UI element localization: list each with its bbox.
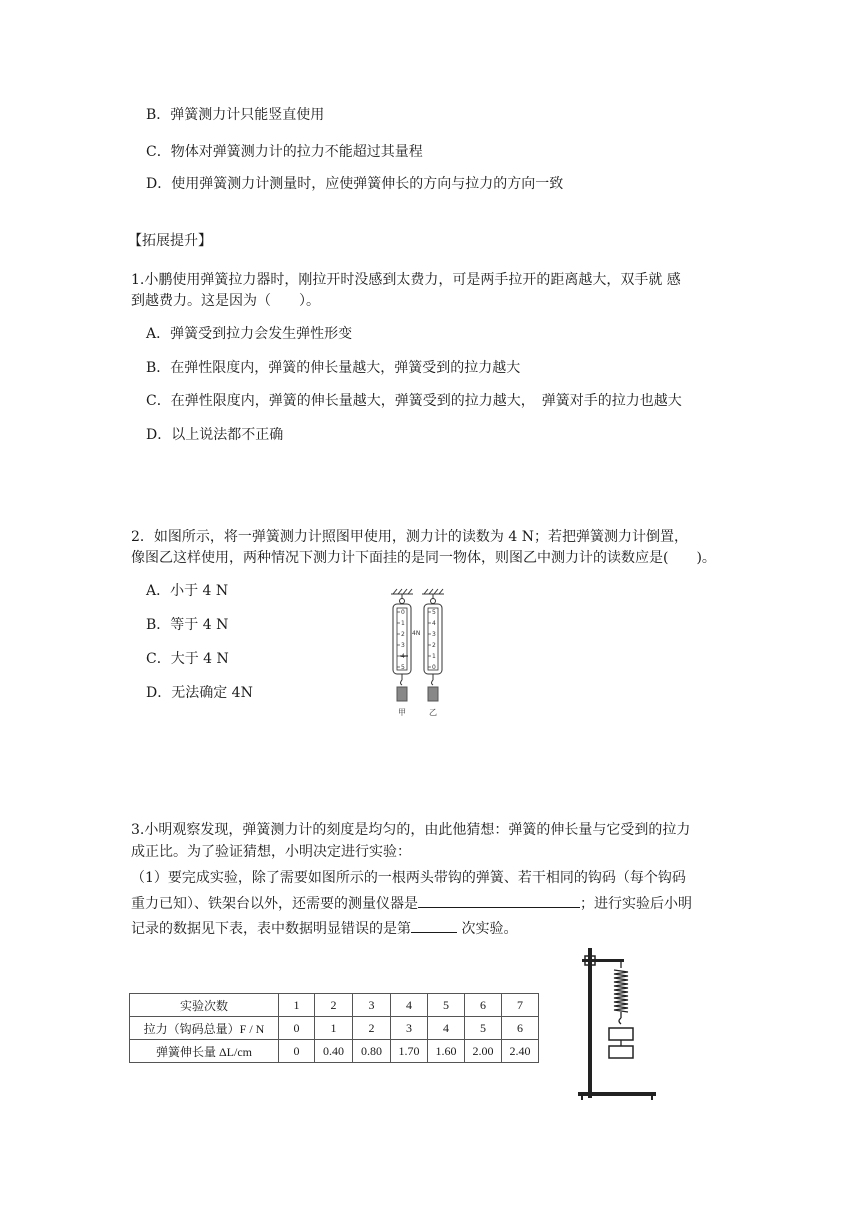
table-cell: 1.60 — [428, 1040, 465, 1063]
q2-option-d: D．无法确定 4N — [146, 685, 253, 701]
q3-sub1-line3a: 记录的数据见下表，表中数据明显错误的是第 — [131, 921, 411, 937]
tick-label-yi: 1 — [432, 653, 436, 660]
tick-label-yi: 4 — [432, 620, 436, 627]
tick-label-yi: 5 — [432, 609, 436, 616]
table-cell: 3 — [353, 994, 391, 1017]
table-cell: 0.80 — [353, 1040, 391, 1063]
prev-option-c: C．物体对弹簧测力计的拉力不能超过其量程 — [146, 144, 423, 160]
table-cell: 2 — [315, 994, 353, 1017]
tick-label-yi: 2 — [432, 642, 436, 649]
stand-rod — [588, 948, 592, 1098]
stand-arm — [582, 959, 624, 962]
table-row — [130, 1040, 539, 1063]
q1-stem-line2: 到越费力。这是因为（ ）。 — [131, 293, 320, 309]
q3-sub1-line2 — [131, 893, 692, 914]
table-cell: 0.40 — [315, 1040, 353, 1063]
ceiling-hatch-jia — [391, 589, 413, 594]
q3-stem-line2: 成正比。为了验证猜想，小明决定进行实验： — [131, 844, 411, 860]
q2-stem-line1: 2．如图所示，将一弹簧测力计照图甲使用，测力计的读数为 4 N；若把弹簧测力计倒置， — [131, 529, 688, 545]
tick-label-yi: 3 — [432, 631, 436, 638]
iron-stand-figure — [572, 942, 662, 1102]
table-cell: 0 — [279, 1040, 315, 1063]
q2-option-a: A．小于 4 N — [146, 583, 229, 599]
q2-option-b: B．等于 4 N — [146, 617, 229, 633]
table-cell: 1.70 — [391, 1040, 428, 1063]
table-cell: 1 — [279, 994, 315, 1017]
hooked-weight-top — [609, 1028, 633, 1040]
tick-label-jia: 4 — [401, 653, 405, 660]
q3-sub1-line1: （1）要完成实验，除了需要如图所示的一根两头带钩的弹簧、若干相同的钩码（每个钩码 — [131, 870, 686, 886]
table-cell: 2 — [353, 1017, 391, 1040]
row-header: 弹簧伸长量 ΔL/cm — [130, 1040, 279, 1063]
q3-sub1-line2b: ；进行实验后小明 — [580, 896, 692, 912]
table-cell: 0 — [279, 1017, 315, 1040]
tick-label-jia: 0 — [401, 609, 405, 616]
table-cell: 5 — [428, 994, 465, 1017]
table-cell: 7 — [502, 994, 539, 1017]
table-cell: 6 — [465, 994, 502, 1017]
weight-jia — [397, 687, 407, 701]
table-cell: 1 — [315, 1017, 353, 1040]
label-jia: 甲 — [398, 708, 406, 717]
prev-option-d: D．使用弹簧测力计测量时，应使弹簧伸长的方向与拉力的方向一致 — [146, 176, 564, 192]
q1-option-b: B．在弹性限度内，弹簧的伸长量越大，弹簧受到的拉力越大 — [146, 360, 521, 376]
table-cell: 6 — [502, 1017, 539, 1040]
q3-sub1-line2a: 重力已知）、铁架台以外，还需要的测量仪器是 — [131, 896, 418, 912]
stand-base — [578, 1092, 656, 1096]
hooked-weight-bottom — [609, 1046, 633, 1058]
table-row — [130, 994, 539, 1017]
q3-sub1-line3 — [131, 918, 517, 939]
q1-stem-line1: 1.小鹏使用弹簧拉力器时，刚拉开时没感到太费力，可是两手拉开的距离越大，双手就 感 — [131, 272, 681, 288]
answer-blank-instrument[interactable] — [418, 893, 580, 908]
tick-label-jia: 3 — [401, 642, 405, 649]
table-cell: 4 — [391, 994, 428, 1017]
q1-option-c: C．在弹性限度内，弹簧的伸长量越大，弹簧受到的拉力越大， 弹簧对手的拉力也越大 — [146, 393, 682, 409]
row-header: 实验次数 — [130, 994, 279, 1017]
answer-blank-trial[interactable] — [411, 918, 457, 933]
table-cell: 2.40 — [502, 1040, 539, 1063]
q1-option-d: D．以上说法都不正确 — [146, 427, 284, 443]
q1-option-a: A．弹簧受到拉力会发生弹性形变 — [146, 326, 353, 342]
prev-option-b: B．弹簧测力计只能竖直使用 — [146, 107, 325, 123]
label-yi: 乙 — [429, 708, 437, 717]
section-title: 【拓展提升】 — [128, 233, 212, 249]
reading-label: 4N — [412, 630, 421, 637]
table-cell: 5 — [465, 1017, 502, 1040]
spring — [614, 962, 628, 1024]
spring-scale-figure — [388, 588, 468, 718]
q2-stem-line2: 像图乙这样使用，两种情况下测力计下面挂的是同一物体，则图乙中测力计的读数应是( )。 — [131, 550, 716, 566]
tick-label-jia: 5 — [401, 664, 405, 671]
tick-label-jia: 2 — [401, 631, 405, 638]
weight-yi — [428, 687, 438, 701]
row-header: 拉力（钩码总量）F / N — [130, 1017, 279, 1040]
tick-label-yi: 0 — [432, 664, 436, 671]
q3-stem-line1: 3.小明观察发现，弹簧测力计的刻度是均匀的，由此他猜想：弹簧的伸长量与它受到的拉力 — [131, 822, 691, 838]
ceiling-hatch-yi — [422, 589, 444, 594]
table-cell: 4 — [428, 1017, 465, 1040]
tick-label-jia: 1 — [401, 620, 405, 627]
q3-sub1-line3b: 次实验。 — [457, 921, 518, 937]
data-table — [129, 993, 539, 1063]
table-row — [130, 1017, 539, 1040]
table-cell: 2.00 — [465, 1040, 502, 1063]
q2-option-c: C．大于 4 N — [146, 651, 229, 667]
table-cell: 3 — [391, 1017, 428, 1040]
